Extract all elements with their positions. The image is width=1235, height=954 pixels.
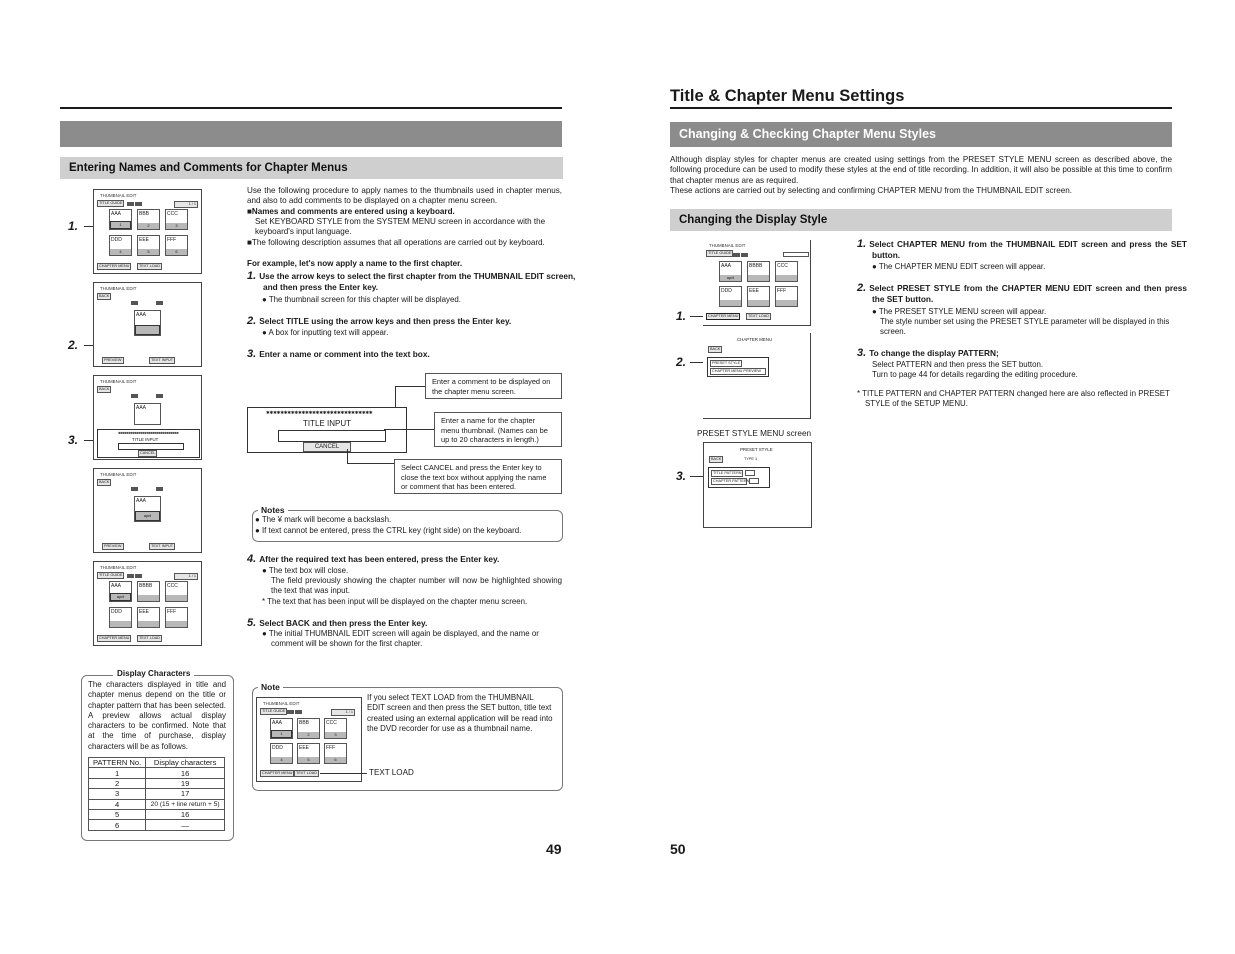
thumb-fff[interactable]: FFF xyxy=(775,286,798,307)
screen-chapter-thumb-4: THUMBNAIL EDIT BACK AAA april PREVIEW TEXT INPUT xyxy=(93,468,202,553)
nav-button[interactable] xyxy=(127,202,134,206)
table-row: 3 17 xyxy=(89,789,225,799)
right-screen-preset-style: PRESET STYLE BACK TYPE 1 TITLE PATTERN CHAPTER PATTERN xyxy=(703,442,812,528)
back-button[interactable]: BACK xyxy=(99,480,110,484)
note1: ● The ¥ mark will become a backslash. xyxy=(255,515,392,524)
nav-button[interactable] xyxy=(156,394,163,398)
bullet1-head: ■Names and comments are entered using a keyboard. xyxy=(247,207,455,216)
step1-sub: ● The thumbnail screen for this chapter will be displayed. xyxy=(262,295,461,304)
thumb-ddd[interactable]: DDD 4 xyxy=(270,743,293,764)
text-load-button[interactable]: TEXT LOAD xyxy=(296,771,318,775)
nav-button[interactable] xyxy=(156,301,163,305)
callout-comment: Enter a comment to be displayed on the chapter menu screen. xyxy=(425,373,562,399)
nav-button[interactable] xyxy=(135,202,142,206)
chapter-menu-options xyxy=(707,357,769,377)
text-load-button[interactable]: TEXT LOAD xyxy=(748,314,770,318)
notes-title: Notes xyxy=(258,505,288,515)
bullet-icon: ● xyxy=(255,515,262,524)
back-button[interactable]: BACK xyxy=(99,387,110,391)
square-bullet-icon: ■ xyxy=(247,238,252,247)
thumb-fff[interactable]: FFF xyxy=(165,607,188,628)
table-row: 5 16 xyxy=(89,809,225,819)
label-1: 1. xyxy=(68,219,79,233)
right-step3-line2: Turn to page 44 for details regarding the editing procedure. xyxy=(872,370,1078,379)
step2-sub: ● A box for inputting text will appear. xyxy=(262,328,389,337)
page-indicator: 1 / 1 xyxy=(174,201,198,208)
thumb-ddd[interactable]: DDD 4 xyxy=(109,235,132,256)
nav-button[interactable] xyxy=(287,710,294,714)
thumb-ddd[interactable]: DDD xyxy=(109,607,132,628)
chapter-pattern-option[interactable]: CHAPTER PATTERN xyxy=(713,479,750,483)
callout-name: Enter a name for the chapter menu thumbnail. (Names can be up to 20 characters in length.) xyxy=(434,412,562,447)
thumb-aaa-large[interactable]: AAA april xyxy=(134,496,161,522)
bullet-icon: ● xyxy=(262,566,269,575)
step2: 2. Select TITLE using the arrow keys and then press the Enter key. xyxy=(247,315,512,327)
thumb-bbbb[interactable]: BBBB xyxy=(137,581,160,602)
text-input-button[interactable]: TEXT INPUT xyxy=(151,544,174,548)
text-load-pointer-line xyxy=(320,773,367,774)
label-2: 2. xyxy=(68,338,79,352)
bullet-icon: ● xyxy=(872,307,879,316)
chapter-menu-preview-option[interactable]: CHAPTER MENU PREVIEW xyxy=(710,368,766,375)
thumb-bbb[interactable]: BBB 2 xyxy=(297,718,320,739)
step4-sub1: ● The text box will close. xyxy=(262,566,349,575)
right-step2-sub1: ● The PRESET STYLE MENU screen will appear. xyxy=(872,307,1047,316)
bullet1-body: Set KEYBOARD STYLE from the SYSTEM MENU screen in accordance with the keyboard's input language. xyxy=(255,217,546,237)
preset-pattern-options xyxy=(708,467,770,488)
preset-screen-caption: PRESET STYLE MENU screen xyxy=(697,429,812,438)
bullet-icon: ● xyxy=(262,328,269,337)
bullet-icon: ● xyxy=(255,526,262,535)
callout-line-cancel-h xyxy=(347,463,394,464)
bullet-icon: ● xyxy=(262,629,269,638)
thumb-eee[interactable]: EEE xyxy=(747,286,770,307)
cancel-button-large[interactable]: CANCEL xyxy=(303,442,351,452)
right-footnote: * TITLE PATTERN and CHAPTER PATTERN changed here are also reflected in PRESET STYLE of the SETUP MENU. xyxy=(857,389,1170,409)
thumb-ccc[interactable]: CCC xyxy=(775,261,798,282)
thumb-aaa-large[interactable]: AAA xyxy=(134,403,161,425)
thumb-eee[interactable]: EEE 5 xyxy=(137,235,160,256)
text-load-button[interactable]: TEXT LOAD xyxy=(139,264,161,268)
title-pattern-value[interactable] xyxy=(745,470,755,476)
page-title: Title & Chapter Menu Settings xyxy=(670,87,905,105)
chapter-menu-button[interactable]: CHAPTER MENU xyxy=(708,314,739,318)
thumb-aaa[interactable]: AAA 1 xyxy=(109,209,132,230)
thumb-bbb[interactable]: BBB 2 xyxy=(137,209,160,230)
thumb-ccc[interactable]: CCC xyxy=(165,581,188,602)
intro-text: Use the following procedure to apply names to the thumbnails used in chapter menus, and also to add comments to be displayed on a chapter menu screen. xyxy=(247,186,562,206)
nav-button[interactable] xyxy=(135,574,142,578)
table-row: 2 19 xyxy=(89,778,225,788)
back-button[interactable]: BACK xyxy=(710,347,721,351)
text-input-button[interactable]: TEXT INPUT xyxy=(151,358,174,362)
display-characters-text: The characters displayed in title and chapter menus depend on the title or chapter pattern that has been selected. A preview allows actual display characters to be confirmed. Note that at the time of purchase, display characters will be as follows. xyxy=(88,680,226,751)
chapter-menu-button[interactable]: CHAPTER MENU xyxy=(99,264,130,268)
screen-thumbnail-edit-5: THUMBNAIL EDIT TITLE GUIDE 1 / 1 AAA april BBBB CCC DDD EEE FFF CHAPTER MENU TEXT LOAD xyxy=(93,561,202,646)
screen-title-input-3: THUMBNAIL EDIT BACK AAA ✱✱✱✱✱✱✱✱✱✱✱✱✱✱✱✱✱✱✱✱✱✱✱✱✱✱✱✱✱✱ TITLE INPUT CANCEL xyxy=(93,375,202,460)
title-guide-button[interactable]: TITLE GUIDE xyxy=(99,573,123,577)
screen-thumbnail-edit-note: THUMBNAIL EDIT TITLE GUIDE 1 / 1 AAA 1 BBB 2 CCC 3 DDD 4 EEE 5 FFF 6 CHAPTER MENU TEXT LOAD xyxy=(256,697,362,782)
thumb-aaa-large[interactable]: AAA xyxy=(134,310,161,336)
screen-thumbnail-edit-1: THUMBNAIL EDIT TITLE GUIDE 1 / 1 AAA 1 BBB 2 CCC 3 DDD 4 EEE 5 FFF 6 CHAPTER MENU TEXT LOAD xyxy=(93,189,202,274)
thumb-aaa[interactable]: AAA 1 xyxy=(270,718,293,739)
preset-style-option[interactable]: PRESET STYLE xyxy=(712,361,741,365)
nav-button[interactable] xyxy=(741,253,748,257)
right-screen-chapter-menu: CHAPTER MENU BACK PRESET STYLE CHAPTER MENU PREVIEW xyxy=(703,333,811,419)
callout-line-name xyxy=(384,429,434,430)
nav-button[interactable] xyxy=(127,574,134,578)
right-screen-thumbnail-edit: THUMBNAIL EDIT TITLE GUIDE AAA april BBBB CCC DDD EEE FFF CHAPTER MENU TEXT LOAD xyxy=(703,240,811,326)
title-input-diagram: ✱✱✱✱✱✱✱✱✱✱✱✱✱✱✱✱✱✱✱✱✱✱✱✱✱✱✱✱✱✱ TITLE INPUT CANCEL xyxy=(247,407,407,453)
bullet2: ■The following description assumes that all operations are carried out by keyboard. xyxy=(247,238,545,247)
bullet-icon: ● xyxy=(872,262,879,271)
back-button[interactable]: BACK xyxy=(99,294,110,298)
right-step2: 2. Select PRESET STYLE from the CHAPTER MENU EDIT screen and then press the SET button. xyxy=(857,282,1187,304)
text-load-button[interactable]: TEXT LOAD xyxy=(139,636,161,640)
preview-button[interactable]: PREVIEW xyxy=(104,544,122,548)
page-indicator: 1 / 1 xyxy=(174,573,198,580)
thumb-bbbb[interactable]: BBBB xyxy=(747,261,770,282)
screen-chapter-thumb-2: THUMBNAIL EDIT BACK AAA PREVIEW TEXT INPUT xyxy=(93,282,202,367)
step1: 1. Use the arrow keys to select the first chapter from the THUMBNAIL EDIT screen, and then press the Enter key. xyxy=(247,270,576,292)
right-label-1: 1. xyxy=(676,309,687,323)
step5-sub: ● The initial THUMBNAIL EDIT screen will again be displayed, and the name or comment will be shown for the first chapter. xyxy=(262,629,539,649)
right-step1-sub: ● The CHAPTER MENU EDIT screen will appear. xyxy=(872,262,1046,271)
thumb-fff[interactable]: FFF 6 xyxy=(324,743,347,764)
thumb-ccc[interactable]: CCC 3 xyxy=(165,209,188,230)
step3: 3. Enter a name or comment into the text box. xyxy=(247,348,430,360)
right-label-3: 3. xyxy=(676,469,687,483)
title-pattern-option[interactable]: TITLE PATTERN xyxy=(713,471,742,475)
step4: 4. After the required text has been entered, press the Enter key. xyxy=(247,553,500,565)
right-label-2: 2. xyxy=(676,355,687,369)
callout-line-comment-h xyxy=(395,386,425,387)
step4-sub3: * The text that has been input will be displayed on the chapter menu screen. xyxy=(262,597,528,606)
callout-cancel: Select CANCEL and press the Enter key to close the text box without applying the name or comment that has been entered. xyxy=(394,459,562,494)
nav-button[interactable] xyxy=(156,487,163,491)
step5: 5. Select BACK and then press the Enter key. xyxy=(247,617,428,629)
thumb-ddd[interactable]: DDD xyxy=(719,286,742,307)
display-characters-title: Display Characters xyxy=(113,669,194,679)
right-intro1: Although display styles for chapter menus are created using settings from the PRESET STYLE MENU screen as described above, the following procedure can be used to modify these styles at the end of title recording. In addition, it will also be possible at this time to confirm that chapter menus are as required. xyxy=(670,155,1172,185)
left-top-rule xyxy=(60,107,562,109)
right-step2-sub2: The style number set using the PRESET STYLE parameter will be displayed in this screen. xyxy=(880,317,1170,337)
title-input-field[interactable] xyxy=(118,443,184,450)
step4-sub2: The field previously showing the chapter number will now be highlighted showing the text that was input. xyxy=(271,576,562,596)
title-input-dialog: ✱✱✱✱✱✱✱✱✱✱✱✱✱✱✱✱✱✱✱✱✱✱✱✱✱✱✱✱✱✱ TITLE INPUT CANCEL xyxy=(97,429,200,458)
right-section-title: Changing & Checking Chapter Menu Styles xyxy=(670,122,1172,147)
chapter-menu-button[interactable]: CHAPTER MENU xyxy=(262,771,293,775)
title-guide-button[interactable]: TITLE GUIDE xyxy=(99,201,123,205)
right-step3-line1: Select PATTERN and then press the SET button. xyxy=(872,360,1044,369)
note2: ● If text cannot be entered, press the CTRL key (right side) on the keyboard. xyxy=(255,526,522,535)
table-header-row: PATTERN No. Display characters xyxy=(89,758,225,768)
thumb-fff[interactable]: FFF 6 xyxy=(165,235,188,256)
cancel-button[interactable]: CANCEL xyxy=(140,451,156,455)
nav-button[interactable] xyxy=(131,301,138,305)
back-button[interactable]: BACK xyxy=(711,457,722,461)
right-step3: 3. To change the display PATTERN; xyxy=(857,347,999,359)
right-step1: 1. Select CHAPTER MENU from the THUMBNAIL EDIT screen and press the SET button. xyxy=(857,238,1187,260)
example-head: For example, let's now apply a name to the first chapter. xyxy=(247,259,463,268)
nav-button[interactable] xyxy=(131,487,138,491)
page-number-left: 49 xyxy=(546,841,562,857)
note-title: Note xyxy=(258,682,283,692)
right-intro2: These actions are carried out by selecting and confirming CHAPTER MENU from the THUMBNAIL EDIT screen. xyxy=(670,186,1072,195)
label-3: 3. xyxy=(68,433,79,447)
nav-button[interactable] xyxy=(733,253,740,257)
thumb-aaa[interactable]: AAA april xyxy=(719,261,742,282)
right-top-rule xyxy=(670,107,1172,109)
square-bullet-icon: ■ xyxy=(247,207,252,216)
thumb-eee[interactable]: EEE 5 xyxy=(297,743,320,764)
thumb-eee[interactable]: EEE xyxy=(137,607,160,628)
left-section-title: Entering Names and Comments for Chapter Menus xyxy=(60,157,563,179)
nav-button[interactable] xyxy=(295,710,302,714)
callout-line-cancel-v xyxy=(347,449,348,463)
table-row: 4 20 (15 + line return + 5) xyxy=(89,799,225,809)
display-characters-table xyxy=(88,757,225,831)
nav-button[interactable] xyxy=(131,394,138,398)
title-guide-button[interactable]: TITLE GUIDE xyxy=(708,251,732,255)
left-header-band xyxy=(60,121,562,147)
right-sub-section-title: Changing the Display Style xyxy=(670,209,1172,231)
title-guide-button[interactable]: TITLE GUIDE xyxy=(262,709,286,713)
page-indicator: 1 / 1 xyxy=(331,709,355,716)
chapter-menu-button[interactable]: CHAPTER MENU xyxy=(99,636,130,640)
bullet-icon: ● xyxy=(262,295,269,304)
table-row: 6 — xyxy=(89,820,225,830)
thumb-aaa[interactable]: AAA april xyxy=(109,581,132,602)
page-indicator xyxy=(783,252,809,257)
thumb-ccc[interactable]: CCC 3 xyxy=(324,718,347,739)
text-load-label: TEXT LOAD xyxy=(369,768,414,777)
note-text: If you select TEXT LOAD from the THUMBNAIL EDIT screen and then press the SET button, title text created using an external application will be read into the DVD recorder for use as a thumbnail name. xyxy=(367,693,553,733)
page-number-right: 50 xyxy=(670,841,686,857)
title-input-field-large[interactable] xyxy=(278,430,386,442)
preview-button[interactable]: PREVIEW xyxy=(104,358,122,362)
table-row: 1 16 xyxy=(89,768,225,778)
chapter-pattern-value[interactable] xyxy=(749,478,759,484)
